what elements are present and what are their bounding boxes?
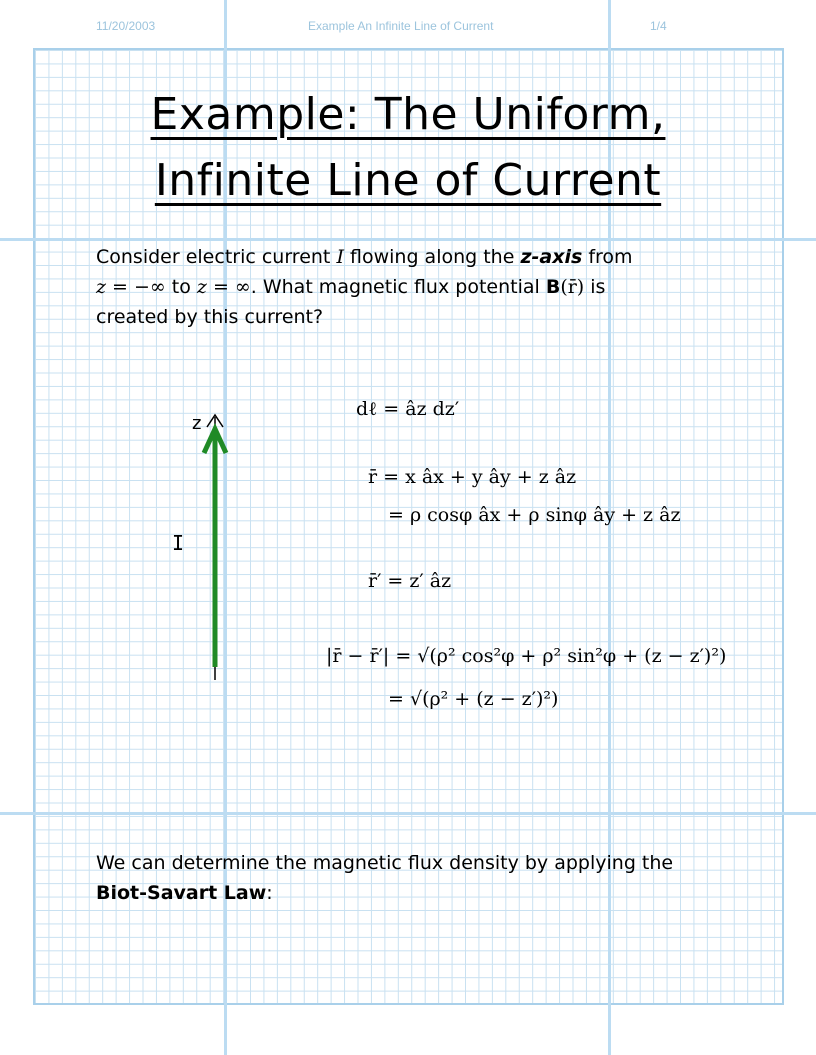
intro-text: flowing along the bbox=[343, 246, 521, 268]
intro-paragraph bbox=[96, 242, 741, 332]
intro-math: (r̄) bbox=[560, 276, 585, 298]
equation-distance-simplified: = √(ρ² + (z − z′)²) bbox=[388, 688, 559, 710]
intro-b-symbol: B bbox=[545, 276, 561, 298]
intro-text: . What magnetic flux potential bbox=[250, 276, 546, 298]
intro-text: to bbox=[165, 276, 197, 298]
equation-distance-expanded: |r̄ − r̄′| = √(ρ² cos²φ + ρ² sin²φ + (z − z′)²) bbox=[326, 645, 727, 667]
intro-math: z = ∞ bbox=[196, 276, 251, 298]
closing-colon: : bbox=[266, 882, 273, 904]
intro-text: Consider electric current bbox=[96, 246, 337, 268]
intro-z-axis: z-axis bbox=[520, 246, 583, 268]
intro-text: from bbox=[582, 246, 633, 268]
intro-text: is bbox=[584, 276, 606, 298]
intro-current-symbol: I bbox=[336, 246, 344, 268]
intro-math: z = −∞ bbox=[96, 276, 166, 298]
equation-r-prime: r̄′ = z′ âz bbox=[368, 570, 452, 592]
equation-r-cartesian: r̄ = x âx + y ây + z âz bbox=[368, 466, 577, 488]
closing-paragraph bbox=[96, 848, 741, 908]
biot-savart-law: Biot-Savart Law bbox=[96, 882, 267, 904]
intro-text: created by this current? bbox=[96, 306, 324, 328]
closing-text: We can determine the magnetic flux density by applying the bbox=[96, 852, 674, 874]
header-page-number: 1/4 bbox=[650, 19, 667, 33]
equation-dl: dℓ = âz dz′ bbox=[356, 398, 460, 420]
title-line-2: Infinite Line of Current bbox=[154, 155, 662, 206]
z-axis-label: z bbox=[192, 413, 202, 434]
current-label: I bbox=[172, 531, 185, 555]
header-date: 11/20/2003 bbox=[96, 19, 156, 33]
header-doc-title: Example An Infinite Line of Current bbox=[308, 19, 494, 33]
equation-r-cylindrical: = ρ cosφ âx + ρ sinφ ây + z âz bbox=[388, 504, 681, 526]
title-line-1: Example: The Uniform, bbox=[150, 89, 666, 140]
